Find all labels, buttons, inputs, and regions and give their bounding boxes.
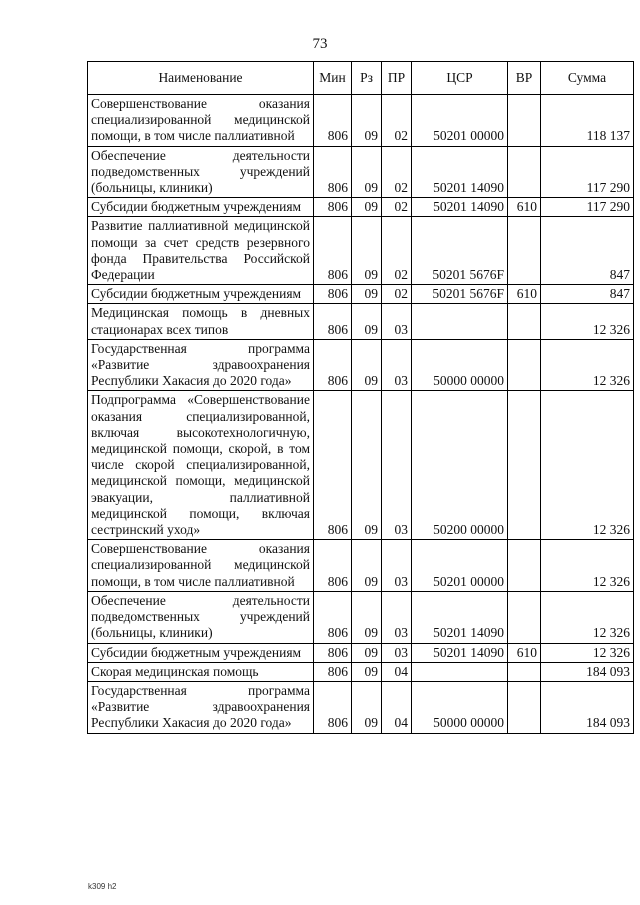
table-row (88, 662, 634, 681)
row-sum: 12 326 (541, 540, 634, 592)
row-vr: 610 (508, 643, 541, 662)
row-sum: 184 093 (541, 662, 634, 681)
row-csr: 50201 5676F (412, 285, 508, 304)
row-min: 806 (314, 643, 352, 662)
header-min: Мин (314, 62, 352, 95)
row-pr: 02 (382, 146, 412, 198)
row-sum: 12 326 (541, 304, 634, 339)
row-rz: 09 (352, 339, 382, 391)
table-row (88, 304, 634, 339)
row-name: Медицинская помощь в дневных стационарах всех типов (88, 304, 314, 339)
table-row (88, 217, 634, 285)
row-vr (508, 217, 541, 285)
footer-code: k309 h2 (88, 882, 117, 891)
row-min: 806 (314, 217, 352, 285)
row-pr: 03 (382, 591, 412, 643)
row-csr: 50201 14090 (412, 198, 508, 217)
row-pr: 02 (382, 285, 412, 304)
header-vr: ВР (508, 62, 541, 95)
row-rz: 09 (352, 146, 382, 198)
row-csr (412, 304, 508, 339)
row-name: Субсидии бюджетным учреждениям (88, 285, 314, 304)
row-name: Скорая медицинская помощь (88, 662, 314, 681)
row-pr: 03 (382, 540, 412, 592)
row-name: Обеспечение деятельности подведомственных учреждений (больницы, клиники) (88, 591, 314, 643)
row-pr: 02 (382, 217, 412, 285)
row-min: 806 (314, 339, 352, 391)
row-sum: 847 (541, 217, 634, 285)
header-pr: ПР (382, 62, 412, 95)
row-csr: 50201 14090 (412, 146, 508, 198)
row-min: 806 (314, 304, 352, 339)
row-rz: 09 (352, 681, 382, 733)
row-csr: 50201 14090 (412, 643, 508, 662)
row-vr: 610 (508, 198, 541, 217)
row-rz: 09 (352, 540, 382, 592)
row-sum: 12 326 (541, 591, 634, 643)
row-csr: 50200 00000 (412, 391, 508, 540)
row-sum: 12 326 (541, 339, 634, 391)
row-min: 806 (314, 662, 352, 681)
header-csr: ЦСР (412, 62, 508, 95)
row-name: Субсидии бюджетным учреждениям (88, 198, 314, 217)
row-vr (508, 591, 541, 643)
row-min: 806 (314, 285, 352, 304)
row-sum: 117 290 (541, 146, 634, 198)
row-name: Подпрограмма «Совершенствование оказания специализированной, включая высокотехнологичную, медицинской помощи, скорой, в том числе скорой специализированной, медицинской помощи, медицинской эвакуации, паллиативной медицинской помощи, включая сестринский уход» (88, 391, 314, 540)
row-rz: 09 (352, 95, 382, 147)
row-pr: 02 (382, 198, 412, 217)
row-sum: 12 326 (541, 643, 634, 662)
row-name: Государственная программа «Развитие здравоохранения Республики Хакасия до 2020 года» (88, 681, 314, 733)
budget-table (87, 61, 634, 734)
header-name: Наименование (88, 62, 314, 95)
row-min: 806 (314, 591, 352, 643)
row-min: 806 (314, 95, 352, 147)
row-sum: 847 (541, 285, 634, 304)
row-name: Совершенствование оказания специализированной медицинской помощи, в том числе паллиативной (88, 540, 314, 592)
row-pr: 04 (382, 662, 412, 681)
row-min: 806 (314, 681, 352, 733)
row-rz: 09 (352, 304, 382, 339)
row-pr: 02 (382, 95, 412, 147)
row-rz: 09 (352, 391, 382, 540)
row-min: 806 (314, 391, 352, 540)
row-pr: 03 (382, 304, 412, 339)
row-csr: 50000 00000 (412, 339, 508, 391)
row-vr (508, 146, 541, 198)
row-min: 806 (314, 540, 352, 592)
row-vr: 610 (508, 285, 541, 304)
row-rz: 09 (352, 643, 382, 662)
row-pr: 04 (382, 681, 412, 733)
row-pr: 03 (382, 643, 412, 662)
row-vr (508, 540, 541, 592)
row-name: Субсидии бюджетным учреждениям (88, 643, 314, 662)
header-sum: Сумма (541, 62, 634, 95)
row-vr (508, 391, 541, 540)
table-row (88, 198, 634, 217)
header-rz: Рз (352, 62, 382, 95)
row-csr: 50201 5676F (412, 217, 508, 285)
row-csr: 50000 00000 (412, 681, 508, 733)
table-row (88, 643, 634, 662)
row-csr: 50201 00000 (412, 95, 508, 147)
row-name: Развитие паллиативной медицинской помощи за счет средств резервного фонда Правительства Российской Федерации (88, 217, 314, 285)
row-sum: 12 326 (541, 391, 634, 540)
row-rz: 09 (352, 591, 382, 643)
table-row (88, 681, 634, 733)
row-min: 806 (314, 198, 352, 217)
row-vr (508, 681, 541, 733)
row-pr: 03 (382, 391, 412, 540)
table-row (88, 391, 634, 540)
row-csr: 50201 00000 (412, 540, 508, 592)
row-vr (508, 339, 541, 391)
table-row (88, 591, 634, 643)
row-vr (508, 304, 541, 339)
row-rz: 09 (352, 285, 382, 304)
row-csr: 50201 14090 (412, 591, 508, 643)
row-sum: 117 290 (541, 198, 634, 217)
row-rz: 09 (352, 198, 382, 217)
row-pr: 03 (382, 339, 412, 391)
row-min: 806 (314, 146, 352, 198)
row-sum: 184 093 (541, 681, 634, 733)
table-row (88, 339, 634, 391)
row-rz: 09 (352, 217, 382, 285)
table-row (88, 95, 634, 147)
row-name: Совершенствование оказания специализированной медицинской помощи, в том числе паллиативной (88, 95, 314, 147)
table-row (88, 146, 634, 198)
row-name: Государственная программа «Развитие здравоохранения Республики Хакасия до 2020 года» (88, 339, 314, 391)
header-row (88, 62, 634, 95)
row-sum: 118 137 (541, 95, 634, 147)
row-vr (508, 95, 541, 147)
page-number: 73 (312, 36, 328, 52)
row-name: Обеспечение деятельности подведомственных учреждений (больницы, клиники) (88, 146, 314, 198)
table-row (88, 285, 634, 304)
row-rz: 09 (352, 662, 382, 681)
table-row (88, 540, 634, 592)
row-vr (508, 662, 541, 681)
row-csr (412, 662, 508, 681)
